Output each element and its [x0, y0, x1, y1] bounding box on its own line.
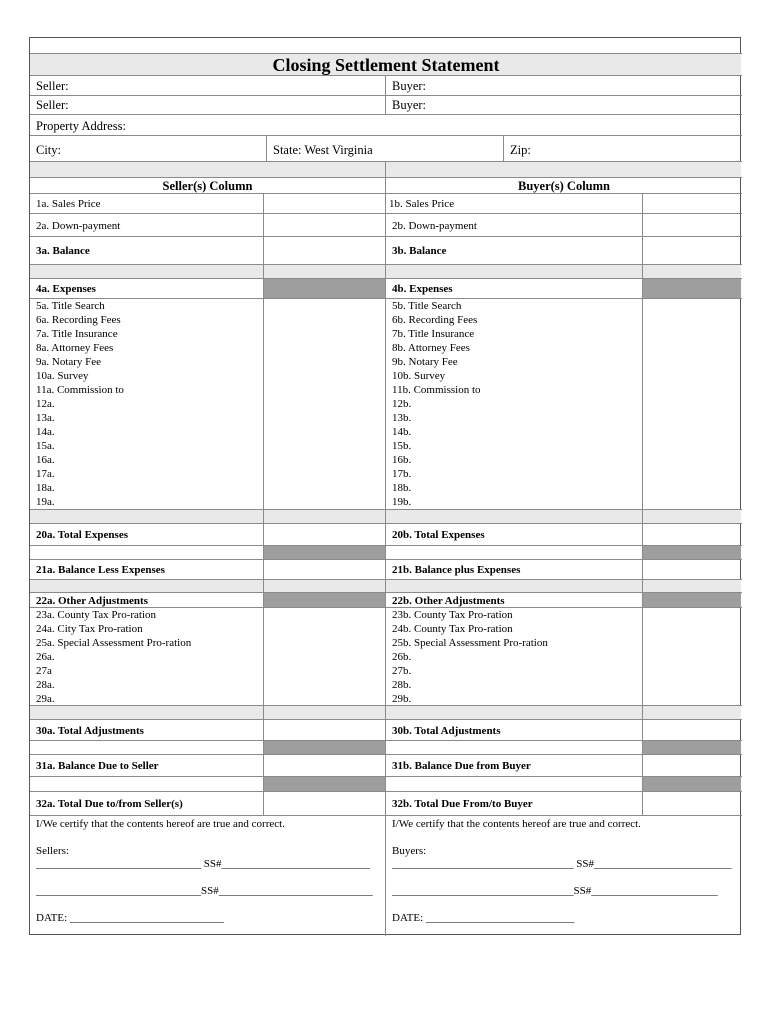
buyer-adjustment-item: 29b.	[392, 693, 412, 705]
seller-certify-text: I/We certify that the contents hereof are true and correct.	[36, 818, 285, 830]
buyer-date-line[interactable]: DATE: ___________________________	[392, 912, 575, 924]
seller-signature-line-1[interactable]: ______________________________ SS#___________________________	[36, 858, 370, 870]
buyer-expense-item: 12b.	[392, 398, 412, 410]
buyer-expenses-heading: 4b. Expenses	[392, 283, 453, 295]
seller-expense-item: 9a. Notary Fee	[36, 356, 102, 368]
buyer-expense-item: 8b. Attorney Fees	[392, 342, 470, 354]
seller-balance-less-expenses: 21a. Balance Less Expenses	[36, 564, 165, 576]
buyer-adjustment-item: 27b.	[392, 665, 412, 677]
seller-total-expenses: 20a. Total Expenses	[36, 529, 128, 541]
seller-expenses-heading: 4a. Expenses	[36, 283, 96, 295]
buyer-expense-item: 16b.	[392, 454, 412, 466]
seller-balance: 3a. Balance	[36, 245, 90, 257]
buyer-expense-item: 10b. Survey	[392, 370, 446, 382]
buyer-expense-item: 18b.	[392, 482, 412, 494]
seller-name-label-2: Seller:	[36, 98, 69, 112]
seller-expense-item: 17a.	[36, 468, 55, 480]
buyer-signature-line-1[interactable]: _________________________________ SS#_________________________	[392, 858, 732, 870]
seller-signature-line-2[interactable]: ______________________________SS#____________________________	[36, 885, 373, 897]
seller-expense-item: 13a.	[36, 412, 55, 424]
buyer-total-expenses: 20b. Total Expenses	[392, 529, 485, 541]
seller-total-adjustments: 30a. Total Adjustments	[36, 725, 144, 737]
buyer-name-label-1: Buyer:	[392, 79, 427, 93]
city-label: City:	[36, 143, 62, 157]
seller-expense-item: 14a.	[36, 426, 55, 438]
buyer-expense-item: 17b.	[392, 468, 412, 480]
buyer-total-due: 32b. Total Due From/to Buyer	[392, 798, 533, 810]
buyer-balance-due: 31b. Balance Due from Buyer	[392, 760, 531, 772]
settlement-form	[29, 37, 741, 935]
form-title: Closing Settlement Statement	[272, 55, 500, 75]
seller-adjustment-item: 26a.	[36, 651, 55, 663]
seller-expense-item: 8a. Attorney Fees	[36, 342, 114, 354]
buyer-balance: 3b. Balance	[392, 245, 447, 257]
buyer-adjustment-item: 28b.	[392, 679, 412, 691]
seller-column-heading: Seller(s) Column	[162, 179, 253, 193]
buyer-expense-item: 11b. Commission to	[392, 384, 481, 396]
seller-adjustment-item: 24a. City Tax Pro-ration	[36, 623, 143, 635]
seller-adjustment-item: 25a. Special Assessment Pro-ration	[36, 637, 192, 649]
seller-adjustment-item: 27a	[36, 665, 52, 677]
seller-expense-item: 6a. Recording Fees	[36, 314, 121, 326]
seller-expense-item: 7a. Title Insurance	[36, 328, 118, 340]
buyer-expense-item: 13b.	[392, 412, 412, 424]
property-address-label: Property Address:	[36, 119, 126, 133]
buyer-column-heading: Buyer(s) Column	[517, 179, 611, 193]
buyer-balance-plus-expenses: 21b. Balance plus Expenses	[392, 564, 521, 576]
buyer-sales-price: 1b. Sales Price	[389, 198, 455, 210]
seller-name-label-1: Seller:	[36, 79, 69, 93]
seller-other-adjustments-heading: 22a. Other Adjustments	[36, 595, 148, 607]
buyer-expense-item: 19b.	[392, 496, 412, 508]
seller-adjustment-item: 23a. County Tax Pro-ration	[36, 609, 157, 621]
buyer-certify-text: I/We certify that the contents hereof are true and correct.	[392, 818, 641, 830]
seller-expense-item: 10a. Survey	[36, 370, 89, 382]
buyer-expense-item: 7b. Title Insurance	[392, 328, 475, 340]
buyer-adjustment-item: 23b. County Tax Pro-ration	[392, 609, 513, 621]
seller-expense-item: 15a.	[36, 440, 55, 452]
buyer-expense-item: 14b.	[392, 426, 412, 438]
buyer-expense-item: 15b.	[392, 440, 412, 452]
state-label: State: West Virginia	[273, 143, 373, 157]
buyer-adjustment-item: 26b.	[392, 651, 412, 663]
buyer-down-payment: 2b. Down-payment	[392, 220, 477, 232]
buyer-name-label-2: Buyer:	[392, 98, 427, 112]
zip-label: Zip:	[510, 143, 531, 157]
seller-adjustment-item: 29a.	[36, 693, 55, 705]
buyer-adjustment-item: 24b. County Tax Pro-ration	[392, 623, 513, 635]
seller-expense-item: 11a. Commission to	[36, 384, 124, 396]
seller-total-due: 32a. Total Due to/from Seller(s)	[36, 798, 183, 810]
sellers-label: Sellers:	[36, 845, 69, 857]
seller-expense-item: 16a.	[36, 454, 55, 466]
buyer-expense-item: 5b. Title Search	[392, 300, 462, 312]
seller-expense-item: 19a.	[36, 496, 55, 508]
buyer-expense-item: 6b. Recording Fees	[392, 314, 478, 326]
seller-date-line[interactable]: DATE: ____________________________	[36, 912, 224, 924]
buyer-other-adjustments-heading: 22b. Other Adjustments	[392, 595, 505, 607]
buyer-expense-item: 9b. Notary Fee	[392, 356, 458, 368]
buyer-adjustment-item: 25b. Special Assessment Pro-ration	[392, 637, 548, 649]
seller-adjustment-item: 28a.	[36, 679, 55, 691]
seller-down-payment: 2a. Down-payment	[36, 220, 121, 232]
seller-expense-item: 12a.	[36, 398, 55, 410]
seller-expense-item: 5a. Title Search	[36, 300, 105, 312]
buyer-signature-line-2[interactable]: _________________________________SS#_______________________	[392, 885, 718, 897]
buyer-total-adjustments: 30b. Total Adjustments	[392, 725, 501, 737]
seller-balance-due: 31a. Balance Due to Seller	[36, 760, 159, 772]
buyers-label: Buyers:	[392, 845, 427, 857]
seller-expense-item: 18a.	[36, 482, 55, 494]
seller-sales-price: 1a. Sales Price	[36, 198, 101, 210]
